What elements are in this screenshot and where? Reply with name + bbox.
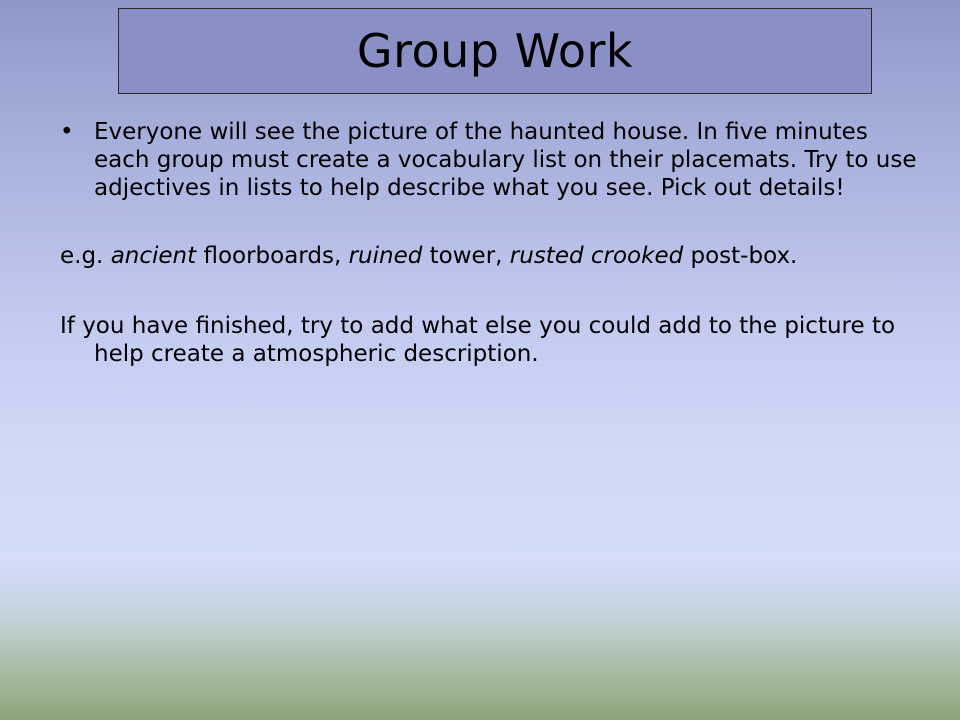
slide-content <box>60 118 920 368</box>
extension-paragraph: If you have finished, try to add what else you could add to the picture to help create a atmospheric description. <box>60 313 896 367</box>
example-paragraph <box>60 242 920 270</box>
bullet-paragraph <box>60 118 920 202</box>
example-text-1: floorboards, <box>196 243 349 269</box>
slide-title: Group Work <box>356 24 634 78</box>
title-box <box>118 8 872 94</box>
example-text-3: post-box. <box>683 243 798 269</box>
example-word-ruined: ruined <box>348 243 423 269</box>
bullet-text: Everyone will see the picture of the haunted house. In five minutes each group must create a vocabulary list on their placemats. Try to use adjectives in lists to help describe what you see. Pick out details! <box>94 119 917 201</box>
example-prefix: e.g. <box>60 243 111 269</box>
example-word-rusted-crooked: rusted crooked <box>509 243 684 269</box>
example-word-ancient: ancient <box>110 243 197 269</box>
bullet-icon: • <box>60 119 74 145</box>
example-text-2: tower, <box>422 243 510 269</box>
